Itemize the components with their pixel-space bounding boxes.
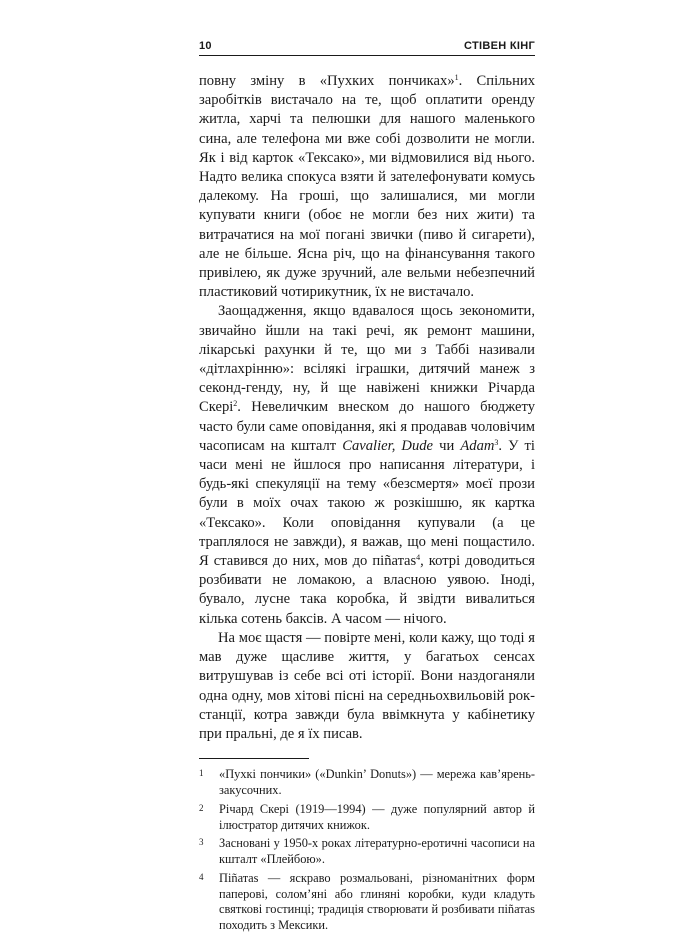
text-run: На моє щастя — повірте мені, коли кажу, що тоді я мав дуже щасливе життя, у багатьох сенсах витрушував із себе всі оті історії. Вони наздоганяли одна одну, мов хітові пісні на середньохвильовій рок-станції, котра завжди була ввімкнута у кабінетику при пральні, де я їх писав. xyxy=(199,629,535,742)
footnote-ref: 4 xyxy=(416,553,421,563)
book-page xyxy=(199,38,535,937)
footnote-text: Піñатas — яскраво розмальовані, різноманітних форм паперові, солом’яні або глиняні коробки, куди кладуть святкові гостинці; традиція створювати й розбивати піñатas походить з Мексики. xyxy=(219,870,535,933)
text-run: Заощадження, якщо вдавалося щось зекономити, звичайно йшли на такі речі, як ремонт машини, лікарські рахунки й те, що ми з Таббі називали «дітлахрінню»: всілякі іграшки, дитячий манеж з секонд-генду, ну, й ще навіжені книжки Річарда Скері xyxy=(199,303,535,416)
footnote-text: Засновані у 1950-х роках літературно-еротичні часописи на кшталт «Плейбою». xyxy=(219,836,535,867)
footnote xyxy=(199,871,535,934)
footnote-number: 2 xyxy=(199,802,204,813)
footnote xyxy=(199,767,535,799)
italic-text: Adam xyxy=(460,437,495,454)
footnote-number: 1 xyxy=(199,768,204,779)
text-run: . Спільних заробітків вистачало на те, щоб оплатити оренду житла, харчі та пелюшки для нашого маленького сина, але телефона ми вже собі дозволити не могли. Як і від карток «Тексако», ми відмовилися від нього. Надто велика спокуса взяти й зателефонувати комусь далекому. На гроші, що залишалися, ми могли купувати книги (обоє не могли без них жити) та витрачатися на мої погані звички (пиво й сигарети), але не більше. Ясна річ, що на фінансування такого привілею, як дуже зручний, але вельми небезпечний пластиковий чотирикутник, їх не вистачало. xyxy=(199,73,535,301)
body-paragraph xyxy=(199,72,535,302)
footnote-number: 3 xyxy=(199,837,204,848)
text-run: повну зміну в «Пухких пончиках» xyxy=(199,73,455,89)
footnote-text: «Пухкі пончики» («Dunkin’ Donuts») — мережа кав’ярень-закусочних. xyxy=(219,767,535,797)
text-run: . Невеличким внеском до нашого бюджету часто були саме оповідання, які я продавав чоловічим часописам на кшталт xyxy=(199,399,535,454)
body-paragraph xyxy=(199,302,535,628)
italic-text: Cavalier, Dude xyxy=(342,437,434,454)
body-text xyxy=(199,72,535,744)
footnote xyxy=(199,802,535,834)
footnote-number: 4 xyxy=(199,871,204,882)
page-number: 10 xyxy=(199,40,212,52)
running-title: СТІВЕН КІНГ xyxy=(464,40,535,52)
body-paragraph xyxy=(199,629,535,744)
text-run: чи xyxy=(433,437,461,454)
footnote-ref: 1 xyxy=(454,73,459,82)
text-run: . У ті часи мені не йшлося про написання літератури, і будь-які спекуляції на тему «безсмертя» моєї прози були в моїх очах такою ж розкішшю, як картка «Тексако». Коли оповідання купували (а це траплялося не завжди), я важав, що мені пощастило. Я ставився до них, мов до піñатas xyxy=(199,437,535,570)
text-run: , котрі доводиться розбивати не ломакою, а власною уявою. Іноді, бувало, лусне така коробка, й звідти вивалиться кілька сотень баксів. А часом — нічого. xyxy=(199,553,536,627)
footnote-text: Річард Скері (1919—1994) — дуже популярний автор й ілюстратор дитячих книжок. xyxy=(219,801,535,832)
footnote xyxy=(199,836,535,868)
footnote-ref: 2 xyxy=(233,399,238,409)
running-header xyxy=(199,38,535,56)
footnote-separator xyxy=(199,758,309,759)
footnotes xyxy=(199,767,535,934)
footnote-ref: 3 xyxy=(494,437,499,447)
